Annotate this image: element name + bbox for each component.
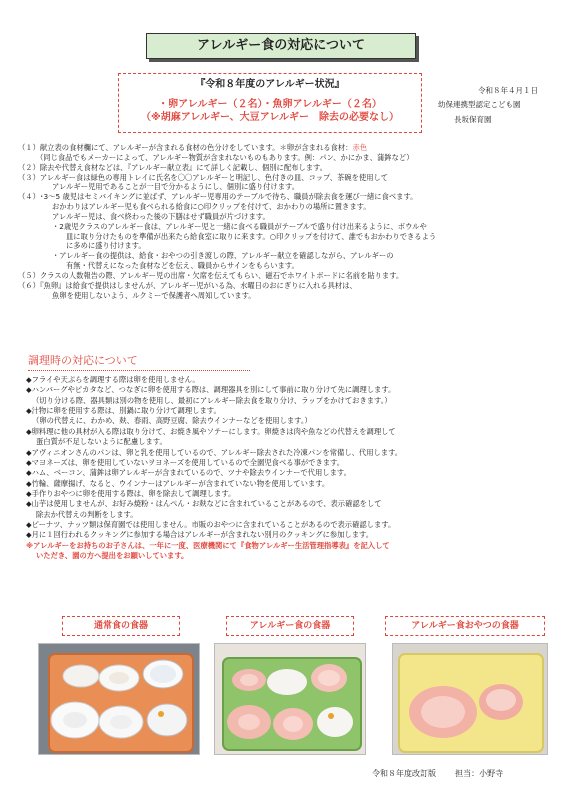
cooking-rule: ◆ハム、ベーコン、蒲鉾は卵アレルギーが含まれているので、ツナや除去ウインナーで代用します。: [26, 468, 351, 478]
policy-section: [18, 143, 558, 301]
policy-line: （４）･3～5 歳児はセミバイキングに並ばず、アレルギー児専用のテーブルで待ち、職員が除去食を運び一緒に食べます。: [18, 192, 418, 202]
policy-line: （１）献立表の食材欄にて、アレルギーが含まれる食材の色分けをしています。＊卵が含まれる食材：赤色: [18, 143, 368, 152]
allergy-tableware-label: アレルギー食の食器: [226, 616, 354, 636]
page-title: アレルギー食の対応について: [146, 33, 416, 59]
policy-line: おかわりはアレルギー児も食べられる給食に○印クリップを付けて、おかわりの場所に置きます。: [52, 202, 371, 212]
allergy-status-box: [118, 73, 422, 133]
policy-line: （３）アレルギー食は緑色の専用トレイに氏名を〇〇アレルギーと明記し、色付きの皿、コップ、茶碗を使用して: [18, 172, 389, 182]
policy-line: ・2歳児クラスのアレルギー食は、アレルギー児と一緒に食べる職員がテーブルで盛り付け出来るように、ボウルや: [52, 221, 427, 231]
cooking-rule: ◆手作りおやつに卵を使用する際は、卵を除去して調理します。: [26, 488, 236, 498]
medical-form-notice: いただき、園の方へ提出をお願いしています。: [36, 551, 189, 561]
policy-line: （６）『魚卵』は給食で提供はしませんが、アレルギー児がいる為、水曜日のおにぎりに入れる具材は、: [18, 280, 357, 290]
header-meta: [438, 84, 558, 127]
policy-line: アレルギー児用であることが一目で分かるようにし、個別に盛り付けます。: [52, 182, 300, 192]
cooking-rule: ◆汁物に卵を使用する際は、別鍋に取り分けて調理します。: [26, 406, 221, 416]
policy-line: に多めに盛り付けます。: [66, 241, 146, 251]
cooking-rule: ◆マヨネーズは、卵を使用していないヲヨネーズを使用しているので全園児食べる事ができます。: [26, 457, 345, 467]
medical-form-notice: ※アレルギーをお持ちのお子さんは、一年に一度、医療機関にて『食物アレルギー生活管理指導表』を記入して: [26, 540, 390, 550]
status-heading: 『令和８年度のアレルギー状況』: [195, 79, 345, 90]
staff-text: 担当：小野寺: [455, 769, 504, 778]
policy-line: （５）クラスの人数報告の際、アレルギー児の出席・欠席を伝えてもらい、磁石でホワイトボードに名前を貼ります。: [18, 270, 404, 280]
policy-line: アレルギー児は、食べ終わった後の下膳はせず職員が片づけます。: [52, 211, 270, 221]
footer: [372, 769, 503, 780]
organization-text: 幼保連携型認定こども園: [438, 100, 521, 110]
cooking-rule: （切り分ける際、器具類は別の物を使用し、最初にアレルギー除去食を取り分け、ラップをかけておきます。）: [32, 395, 392, 405]
date-text: 令和８年４月１日: [478, 86, 538, 95]
cooking-rule: ◆月に１回行われるクッキングに参加する場合はアレルギーが含まれない別月のクッキングに参加します。: [26, 530, 374, 540]
cooking-rule: ◆卵料理に他の具材が入る際は取り分けて、お焼き風やソテーにします。卵焼きは肉や魚などの代替えを調理して: [26, 426, 396, 436]
policy-line: 皿に取り分けたものを準備が出来たら給食室に取りに来ます。○印クリップを付けて、誰でもおかわりできるよう: [66, 231, 437, 241]
status-line-note: （※胡麻アレルギー、大豆アレルギー 除去の必要なし）: [140, 112, 400, 123]
cooking-section-heading: 調理時の対応について: [28, 354, 138, 367]
cooking-rule: 除去か代替えの判断をします。: [36, 509, 138, 519]
cooking-rule: 蛋白質が不足しないように配慮します。: [36, 437, 167, 447]
policy-line: （同じ食品でもメーカーによって、アレルギー物質が含まれないものもあります。例：パン、かにかま、蒲鉾など）: [36, 152, 414, 162]
version-text: 令和８年度改訂版: [372, 769, 436, 778]
cooking-rule: ◆山芋は使用しませんが、お好み焼粉・はんぺん・お麸などに含まれていることがあるので、表示確認をして: [26, 499, 382, 509]
allergy-snack-tableware-photo: [392, 643, 548, 755]
cooking-rule: ◆アヴィニオンさんのパンは、卵と乳を使用しているので、アレルギー除去された冷凍パンを常備し、代用します。: [26, 447, 403, 457]
allergy-tableware-photo: [214, 643, 366, 755]
normal-tableware-label: 通常食の食器: [62, 616, 180, 636]
cooking-rule: （卵の代替えに、わかめ、麸、春雨、高野豆腐、除去ウインナーなどを使用します。）: [32, 416, 312, 426]
policy-line: 有無・代替えになった食材などを伝え、職員からサインをもらいます。: [66, 261, 299, 271]
policy-line: 魚卵を使用しないよう、ルクミーで保護者へ周知しています。: [52, 290, 256, 300]
cooking-rule: ◆フライや天ぷらを調理する際は卵を使用しません。: [26, 375, 200, 384]
policy-line: ・アレルギー食の提供は、給食・おやつの引き渡しの際、アレルギー献立を確認しながら、アレルギーの: [52, 251, 394, 261]
cooking-section: [26, 375, 556, 561]
egg-color-label: 赤色: [352, 143, 368, 152]
policy-line: （２）除去や代替え食材などは、『アレルギー献立表』にて詳しく記載し、個別に配布します。: [18, 162, 328, 172]
normal-tableware-photo: [38, 643, 200, 755]
cooking-rule: ◆ピーナツ、ナッツ類は保育園では使用しません。市販のおやつに含まれていることがあるので表示確認します。: [26, 520, 396, 530]
school-name: 長坂保育園: [454, 114, 492, 124]
heading-underline: [28, 370, 250, 371]
status-line-egg: ・卵アレルギー（２名）・魚卵アレルギー（２名）: [158, 98, 382, 110]
cooking-rule: ◆ハンバーグやピカタなど、つなぎに卵を使用する際は、調理器具を別にして事前に取り分けて先に調理します。: [26, 385, 396, 395]
cooking-rule: ◆竹輪、薩摩揚げ、なると、ウインナーはアレルギーが含まれていない物を使用しています。: [26, 478, 330, 488]
allergy-snack-tableware-label: アレルギー食おやつの食器: [385, 616, 545, 636]
